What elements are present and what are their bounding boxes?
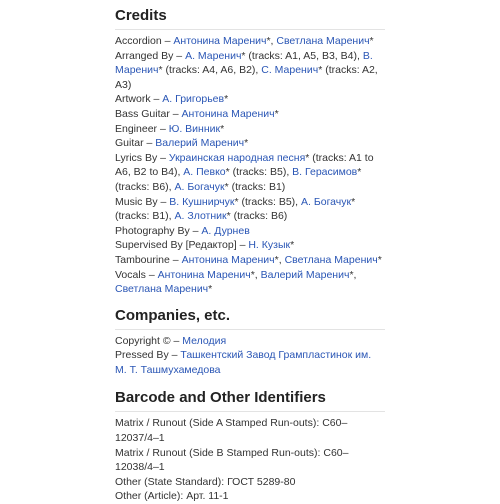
credit-role: Guitar [115, 137, 144, 150]
identifier-value: C60–12038/4–1 [115, 446, 349, 474]
credit-role: Music By [115, 195, 158, 208]
credit-link[interactable]: А. Богачук [301, 195, 352, 208]
credits-heading: Credits [115, 0, 385, 30]
credit-note: * (tracks: B1) [224, 180, 286, 193]
credit-note: * (tracks: B6), [115, 166, 362, 193]
companies-section [115, 307, 385, 378]
credit-row [115, 253, 385, 268]
credit-row [115, 92, 385, 107]
credit-note: * (tracks: B6) [226, 210, 288, 223]
credit-row [115, 195, 385, 224]
credit-note: * [220, 122, 225, 135]
identifier-value: ГОСТ 5289-80 [227, 475, 296, 488]
identifier-separator: : [317, 446, 324, 459]
credit-link[interactable]: Мелодия [182, 334, 227, 347]
credit-role: Bass Guitar [115, 107, 170, 120]
credit-role: Supervised By [Редактор] [115, 239, 237, 252]
credit-note: * [377, 253, 382, 266]
credit-link[interactable]: В. Герасимов [292, 166, 358, 179]
credit-link[interactable]: Светлана Маренич [115, 283, 209, 296]
credit-role: Tambourine [115, 253, 170, 266]
credit-role: Accordion [115, 35, 162, 47]
credit-role: Engineer [115, 122, 158, 135]
credit-separator: – [189, 224, 202, 237]
credit-row [115, 268, 385, 297]
credit-separator: – [157, 122, 169, 135]
identifier-separator: : [180, 490, 187, 503]
credit-note: * [290, 239, 295, 252]
credit-note: * (tracks: B1), [115, 195, 356, 223]
credit-link[interactable]: С. Маренич [261, 64, 319, 77]
credit-separator: – [157, 151, 169, 164]
credit-link[interactable]: А. Григорьев [162, 93, 225, 106]
credit-separator: – [170, 334, 183, 347]
credits-list [115, 30, 385, 297]
identifier-row [115, 475, 385, 490]
credit-separator: – [173, 49, 186, 62]
credit-note: *, [266, 35, 277, 47]
credit-note: * [274, 107, 279, 120]
credit-role: Vocals [115, 268, 146, 281]
credit-role: Arranged By [115, 49, 174, 62]
credit-note: * (tracks: A1 to A6, B2 to B4), [115, 151, 374, 179]
credit-note: * (tracks: A2, A3) [115, 64, 378, 91]
credit-note: *, [349, 268, 357, 281]
credit-link[interactable]: Светлана Маренич [276, 35, 370, 47]
credit-row [115, 107, 385, 122]
credit-role: Lyrics By [115, 151, 158, 164]
credits-section [115, 0, 385, 297]
credit-role: Artwork [115, 93, 151, 106]
credit-link[interactable]: Валерий Маренич [260, 268, 350, 281]
credit-row [115, 348, 385, 377]
credit-link[interactable]: Н. Кузык [248, 239, 291, 252]
credit-separator: – [150, 93, 163, 106]
identifier-label: Other (State Standard) [115, 475, 222, 488]
credit-link[interactable]: А. Злотник [174, 210, 227, 223]
identifier-row [115, 446, 385, 475]
identifier-value: C60–12037/4–1 [115, 417, 348, 445]
identifier-row [115, 416, 385, 445]
credit-separator: – [161, 35, 174, 47]
credit-row [115, 238, 385, 253]
credit-note: * [244, 137, 249, 150]
credit-link[interactable]: Светлана Маренич [284, 253, 378, 266]
credit-link[interactable]: Антонина Маренич [181, 253, 275, 266]
identifier-separator: : [221, 475, 228, 488]
identifier-row [115, 489, 385, 504]
credit-note: * (tracks: A4, A6, B2), [158, 64, 262, 77]
companies-heading: Companies, etc. [115, 307, 385, 330]
credit-role: Pressed By [115, 349, 169, 362]
credit-link[interactable]: А. Маренич [185, 49, 242, 62]
identifier-label: Other (Article) [115, 490, 181, 503]
credit-separator: – [143, 137, 156, 150]
release-details [115, 0, 385, 504]
credit-note: * (tracks: B5), [225, 166, 293, 179]
identifier-label: Matrix / Runout (Side A Stamped Run-outs) [115, 417, 317, 430]
barcode-list [115, 412, 385, 504]
credit-row [115, 136, 385, 151]
credit-separator: – [169, 107, 182, 120]
credit-role: Photography By [115, 224, 190, 237]
credit-note: *, [274, 253, 285, 266]
credit-row [115, 151, 385, 195]
credit-separator: – [157, 195, 170, 208]
credit-separator: – [236, 239, 249, 252]
credit-link[interactable]: Ю. Винник [168, 122, 221, 135]
identifier-label: Matrix / Runout (Side B Stamped Run-outs) [115, 446, 318, 459]
credit-link[interactable]: Валерий Маренич [155, 137, 245, 150]
credit-link[interactable]: А. Певко [183, 166, 226, 179]
credit-note: * [369, 35, 374, 47]
barcode-heading: Barcode and Other Identifiers [115, 389, 385, 412]
credit-note: * [208, 283, 213, 296]
identifier-value: Арт. 11-1 [186, 490, 229, 503]
credit-note: * [224, 93, 229, 106]
credit-link[interactable]: А. Богачук [174, 180, 225, 193]
credit-row [115, 224, 385, 239]
credit-link[interactable]: Украинская народная песня [168, 151, 306, 164]
credit-note: * (tracks: B5), [234, 195, 302, 208]
credit-row [115, 122, 385, 137]
credit-note: *, [250, 268, 261, 281]
credit-separator: – [168, 349, 181, 362]
credit-link[interactable]: А. Дурнев [201, 224, 250, 237]
companies-list [115, 330, 385, 378]
credit-link[interactable]: В. Маренич [115, 49, 373, 77]
credit-link[interactable]: Антонина Маренич [173, 35, 267, 47]
credit-separator: – [145, 268, 158, 281]
credit-role: Copyright © [115, 334, 171, 347]
credit-row [115, 34, 385, 49]
credit-link[interactable]: Ташкентский Завод Грампластинок им. М. Т. Ташмухамедова [115, 349, 372, 376]
credit-separator: – [169, 253, 182, 266]
barcode-section [115, 389, 385, 504]
credit-link[interactable]: Антонина Маренич [157, 268, 251, 281]
credit-note: * (tracks: A1, A5, B3, B4), [241, 49, 363, 62]
credit-row [115, 334, 385, 349]
credit-link[interactable]: Антонина Маренич [181, 107, 275, 120]
credit-link[interactable]: В. Кушнирчук [169, 195, 235, 208]
identifier-separator: : [316, 417, 323, 430]
credit-row [115, 49, 385, 93]
